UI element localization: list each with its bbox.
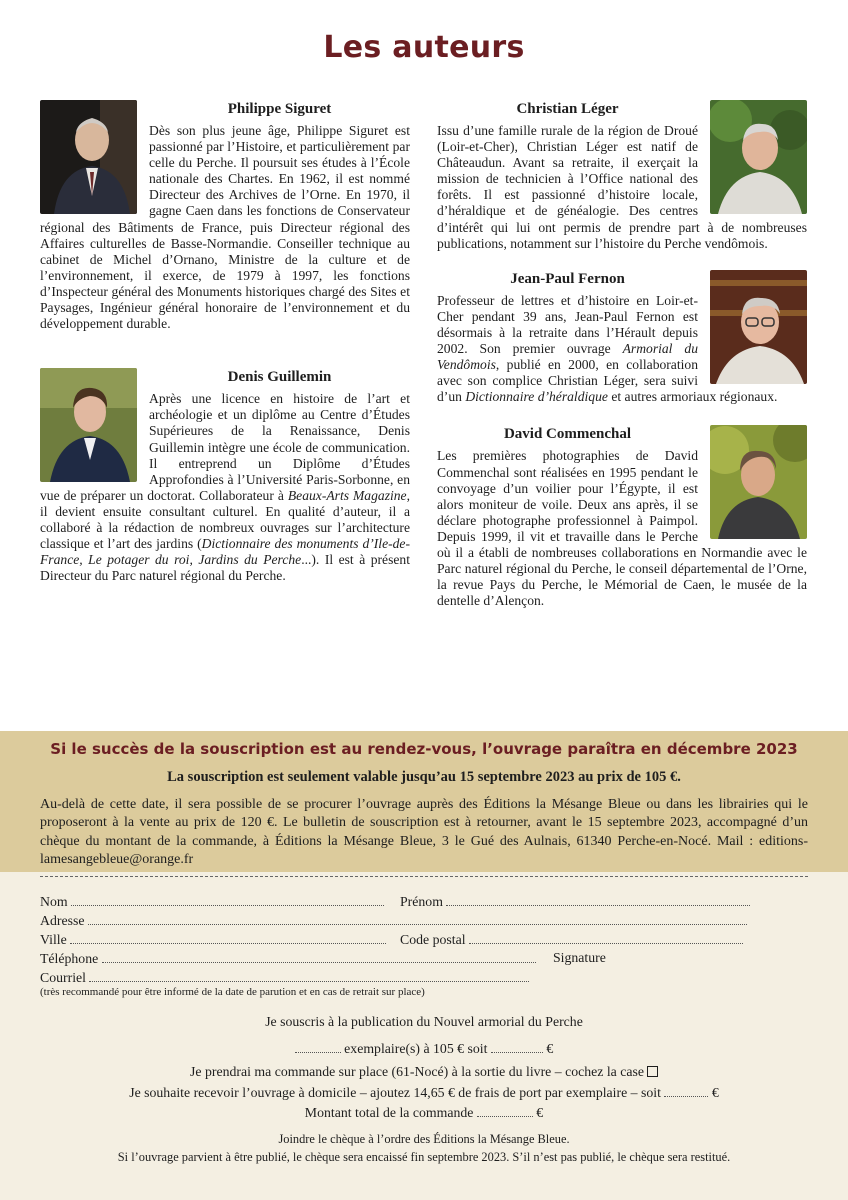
domicile-text: Je souhaite recevoir l’ouvrage à domicile – ajoutez 14,65 € de frais de port par exemplaire – soit xyxy=(129,1085,661,1100)
author-bio-text: Issu d’une famille rurale de la région de Droué (Loir-et-Cher), Christian Léger est natif de Châteaudun. Avant sa retraite, il exerçait la mission de technicien à l’Office national des forêts. Il est passionné d’histoire locale, d’héraldique et de généalogie. Des centres d’intérêt qui lui ont permis de prendre part à de nombreuses publications, notamment sur l’histoire du Perche vendômois. xyxy=(437,123,807,251)
author-bio-leger xyxy=(437,100,807,252)
prenom-label: Prénom xyxy=(400,894,443,909)
subscription-body: Au-delà de cette date, il sera possible de se procurer l’ouvrage auprès des Éditions la Mésange Bleue ou dans les librairies qui le proposeront à la vente au prix de 120 €. Le bulletin de souscription est à retourner, avant le 15 septembre 2023, accompagné d’un chèque du montant de la commande, à Éditions la Mésange Bleue, 3 le Gué des Aulnais, 61340 Perche-en-Nocé. Mail : editions-lamesangebleue@orange.fr xyxy=(40,797,808,868)
author-name: Denis Guillemin xyxy=(227,369,332,386)
form-row-nom xyxy=(40,893,384,910)
exemplaires-row xyxy=(0,1040,848,1057)
form-row-adresse xyxy=(40,912,747,929)
euro-sign: € xyxy=(711,1085,719,1100)
telephone-label: Téléphone xyxy=(40,951,99,966)
cut-line xyxy=(40,876,808,877)
quantity-field[interactable] xyxy=(295,1040,341,1053)
author-name: David Commenchal xyxy=(503,426,632,443)
code-postal-label: Code postal xyxy=(400,932,466,947)
form-row-telephone xyxy=(40,950,536,967)
courriel-label: Courriel xyxy=(40,970,86,985)
euro-sign: € xyxy=(536,1105,544,1120)
total-text: Montant total de la commande xyxy=(304,1105,474,1120)
subscription-headline: Si le succès de la souscription est au rendez-vous, l’ouvrage paraîtra en décembre 2023 xyxy=(50,740,798,758)
author-bio-text: Professeur de lettres et d’histoire en Loir-et-Cher pendant 39 ans, Jean-Paul Fernon est désormais à la retraite dans l’Hérault depuis 2002. Son premier ouvrage Armorial du Vendômois, publié en 2000, en collaboration avec son complice Christian Léger, sera suivi d’un Dictionnaire d’héraldique et autres armoriaux régionaux. xyxy=(437,292,778,405)
form-row-ville xyxy=(40,931,386,948)
nom-label: Nom xyxy=(40,894,68,909)
author-bio-text: Après une licence en histoire de l’art et archéologie et un diplôme au Centre d’Études Supérieures de la Renaissance, Denis Guillemin intègre une école de communication. Il entreprend un Diplôme d’Études Approfondies à l’Université Paris-Sorbonne, en vue de préparer un doctorat. Collaborateur à Beaux-Arts Magazine, il devient ensuite consultant culturel. En qualité d’auteur, il a collaboré à la rédaction de nombreux ouvrages sur l’architecture classique et l’art des jardins (Dictionnaire des monuments d’Ile-de-France, Le potager du roi, Jardins du Perche...). Il est à présent Directeur du Parc naturel régional du Perche. xyxy=(40,391,410,584)
courriel-note: (très recommandé pour être informé de la date de parution et en cas de retrait sur place) xyxy=(40,986,425,998)
author-bio-fernon xyxy=(437,270,807,406)
subscription-subhead: La souscription est seulement valable jusqu’au 15 septembre 2023 au prix de 105 €. xyxy=(167,769,681,785)
author-name: Christian Léger xyxy=(516,101,619,117)
ville-label: Ville xyxy=(40,932,67,947)
author-name: Jean-Paul Fernon xyxy=(510,270,625,287)
adresse-field[interactable] xyxy=(88,912,747,925)
telephone-field[interactable] xyxy=(102,950,536,963)
signature-label: Signature xyxy=(553,950,606,965)
cheque-text: Joindre le chèque à l’ordre des Éditions la Mésange Bleue. xyxy=(278,1132,570,1146)
adresse-label: Adresse xyxy=(40,913,85,928)
ville-field[interactable] xyxy=(70,931,386,944)
portrait-photo-leger xyxy=(710,100,807,214)
subtotal-field[interactable] xyxy=(491,1040,543,1053)
retrait-text: Je prendrai ma commande sur place (61-Nocé) à la sortie du livre – cochez la case xyxy=(190,1064,644,1079)
total-row xyxy=(0,1104,848,1121)
author-name: Philippe Siguret xyxy=(227,101,332,117)
pickup-checkbox[interactable] xyxy=(647,1066,658,1077)
left-column xyxy=(40,100,410,602)
form-row-code-postal xyxy=(400,931,743,948)
shipping-field[interactable] xyxy=(664,1084,708,1097)
code-postal-field[interactable] xyxy=(469,931,743,944)
author-bio-text: Dès son plus jeune âge, Philippe Siguret est passionné par l’Histoire, et particulièrement par celle du Perche. Il poursuit ses études à l’École nationale des Chartes. En 1962, il est nommé Directeur des Archives de l’Orne. En 1970, il gagne Caen dans les fonctions de Conservateur régional des Bâtiments de France, puis Directeur régional des Affaires culturelles de Basse-Normandie. Conseiller technique au cabinet de Michel d’Ornano, Ministre de la culture et de l’environnement, il exerce, de 1979 à 1997, les fonctions d’Inspecteur général des Monuments historiques chargé des Sites et Paysages, Ingénieur général honoraire de l’environnement et du développement durable. xyxy=(40,123,410,332)
domicile-row xyxy=(0,1084,848,1101)
portrait-photo-siguret xyxy=(40,100,137,214)
courriel-field[interactable] xyxy=(89,969,529,982)
author-bio-text: Les premières photographies de David Commenchal sont réalisées en 1995 pendant le convoyage d’un voilier pour l’Égypte, il est alors moniteur de voile. Deux ans après, il se déclare photographe professionnel à Paimpol. Depuis 1999, il vit et travaille dans le Perche où il a établi de nombreuses collaborations en Normandie avec le Parc naturel régional du Perche, le conseil départemental de l’Orne, la revue Pays du Perche, le Mémorial de Caen, le musée de la dentelle d’Alençon. xyxy=(437,448,807,609)
encaisse-text: Si l’ouvrage parvient à être publié, le chèque sera encaissé fin septembre 2023. S’il n’est pas publié, le chèque sera restitué. xyxy=(117,1150,731,1164)
exemplaires-text: exemplaire(s) à 105 € soit xyxy=(344,1041,488,1056)
form-row-courriel xyxy=(40,969,529,986)
portrait-photo-fernon xyxy=(710,270,807,384)
prenom-field[interactable] xyxy=(446,893,750,906)
souscris-text: Je souscris à la publication du Nouvel armorial du Perche xyxy=(265,1014,583,1029)
author-bio-commenchal xyxy=(437,425,807,609)
portrait-photo-guillemin xyxy=(40,368,137,482)
form-row-prenom xyxy=(400,893,750,910)
retrait-row xyxy=(0,1064,848,1080)
right-column xyxy=(437,100,807,627)
total-field[interactable] xyxy=(477,1104,533,1117)
nom-field[interactable] xyxy=(71,893,384,906)
euro-sign: € xyxy=(546,1041,554,1056)
author-bio-guillemin xyxy=(40,368,410,584)
page-title: Les auteurs xyxy=(323,30,525,65)
portrait-photo-commenchal xyxy=(710,425,807,539)
author-bio-siguret xyxy=(40,100,410,332)
